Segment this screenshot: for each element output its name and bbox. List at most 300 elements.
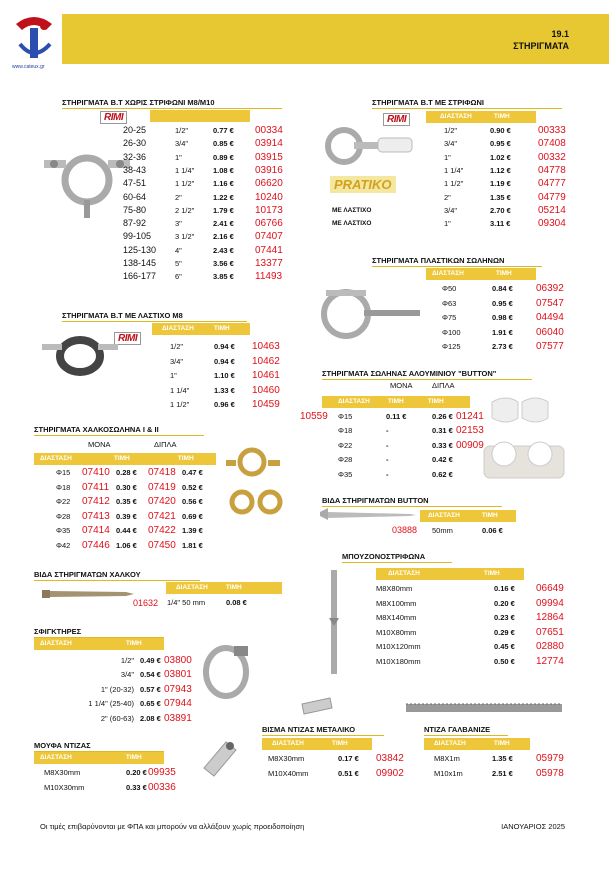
code-cell: 07943 — [164, 683, 192, 695]
range-cell: 60-64 — [123, 191, 147, 202]
table-row — [115, 177, 305, 190]
range-cell: 125-130 — [123, 244, 157, 255]
section-title-t6: ΣΤΗΡΙΓΜΑΤΑ ΧΑΛΚΟΣΩΛΗΝΑ Ι & ΙΙ — [34, 425, 204, 436]
t11-h2: ΤΙΜΗ — [125, 754, 142, 761]
t5-dipla: ΔΙΠΛΑ — [432, 381, 455, 390]
dim-cell: 1 1/2" — [170, 400, 190, 410]
price-cell: 0.17 € — [338, 754, 359, 763]
t7-h1: ΔΙΑΣΤΑΣΗ — [428, 512, 460, 519]
t10-header — [34, 638, 164, 650]
code-cell: 13377 — [255, 258, 283, 269]
rubber-clamp-image — [40, 330, 120, 380]
dim-cell: 1 1/4" — [175, 165, 195, 175]
range-cell: 38-43 — [123, 164, 147, 175]
table-row — [330, 177, 570, 190]
table-row — [34, 510, 234, 525]
code-cell: 10461 — [252, 370, 280, 382]
section-title-t1: ΣΤΗΡΙΓΜΑΤΑ Β.Τ ΧΩΡΙΣ ΣΤΡΙΦΩΝΙ Μ8/Μ10 — [62, 98, 282, 109]
dim-cell: 3/4" — [120, 670, 134, 680]
t6-h3: ΤΙΜΗ — [177, 455, 194, 462]
t4-h1: ΔΙΑΣΤΑΣΗ — [162, 325, 194, 332]
code-cell: 05979 — [536, 753, 564, 764]
table-row — [300, 439, 500, 453]
section-title-t11: ΜΟΥΦΑ ΝΤΙΖΑΣ — [34, 741, 164, 752]
price-cell: 2.08 € — [140, 713, 161, 723]
table-row — [34, 697, 234, 711]
price-mono-cell: - — [386, 440, 389, 450]
range-cell: 26-30 — [123, 138, 147, 149]
code-cell: 07547 — [536, 297, 564, 309]
price-cell: 1.16 € — [213, 179, 234, 189]
dim-cell: M8X80mm — [376, 584, 413, 593]
dim-cell: Φ18 — [338, 426, 353, 436]
code-cell: 03801 — [164, 669, 192, 681]
dim-cell: 1/2" — [444, 126, 458, 135]
code-cell: 03800 — [164, 655, 192, 666]
brand-logo-3: RIMI — [114, 332, 141, 345]
label-cell: ΜΕ ΛΑΣΤΙΧΟ — [332, 206, 372, 214]
code-dipla-cell: 07421 — [148, 510, 176, 522]
table-row — [268, 752, 418, 767]
dim-cell: 2" (60-63) — [100, 713, 134, 723]
code-cell: 09994 — [536, 597, 564, 609]
table-row — [346, 597, 586, 612]
table-row — [115, 244, 305, 257]
price-cell: 0.95 € — [490, 139, 511, 149]
table-row — [152, 369, 302, 384]
section-title-t8: ΒΙΔΑ ΣΤΗΡΙΓΜΑΤΩΝ ΧΑΛΚΟΥ — [34, 570, 200, 581]
t13-h1: ΔΙΑΣΤΑΣΗ — [434, 740, 466, 747]
threaded-rod-image — [404, 702, 564, 714]
range-cell: 20-25 — [123, 125, 147, 135]
code-cell: 07408 — [538, 138, 566, 150]
dim-cell: Φ42 — [56, 541, 71, 550]
price-mono-cell: 0.35 € — [116, 497, 137, 507]
table-row — [34, 668, 234, 682]
company-logo — [10, 14, 58, 64]
table-row — [300, 424, 500, 438]
price-mono-cell: 0.44 € — [116, 526, 137, 536]
t5-header — [322, 396, 470, 408]
price-mono-cell: 0.39 € — [116, 511, 137, 521]
table-row — [420, 326, 580, 341]
t6-header — [34, 453, 216, 465]
price-mono-cell: 0.28 € — [116, 468, 137, 477]
code-cell: 10460 — [252, 384, 280, 396]
code-cell: 03842 — [376, 753, 404, 764]
dim-cell: Φ75 — [442, 313, 457, 323]
anchor-image — [300, 694, 334, 724]
code-cell: 03891 — [164, 712, 192, 724]
dim-cell: Φ50 — [442, 284, 457, 293]
t8-h1: ΔΙΑΣΤΑΣΗ — [176, 584, 208, 591]
price-cell: 2.43 € — [213, 245, 234, 255]
dim-cell: 1" — [444, 152, 451, 162]
code-mono-cell: 07412 — [82, 496, 110, 508]
t8-price: 0.08 € — [226, 598, 247, 607]
code-cell: 07577 — [536, 341, 564, 353]
range-cell: 99-105 — [123, 231, 152, 242]
table-row — [346, 582, 586, 597]
code-cell: 09304 — [538, 218, 566, 230]
t10-h1: ΔΙΑΣΤΑΣΗ — [40, 640, 72, 647]
price-cell: 0.51 € — [338, 768, 359, 778]
price-cell: 0.94 € — [214, 342, 235, 351]
price-cell: 0.65 € — [140, 699, 161, 709]
table-row — [300, 468, 500, 482]
t7-dim: 50mm — [432, 526, 453, 535]
price-cell: 0.54 € — [140, 670, 161, 680]
code-cell: 10173 — [255, 204, 283, 216]
price-cell: 1.12 € — [490, 165, 511, 175]
code-cell: 03916 — [255, 164, 283, 176]
code-cell: 04778 — [538, 164, 566, 176]
price-cell: 0.90 € — [490, 126, 511, 135]
code-cell: 10559 — [300, 411, 328, 422]
plastic-pipe-clamp-image — [316, 286, 426, 346]
dim-cell: 4" — [175, 245, 182, 255]
dim-cell: Φ35 — [338, 469, 353, 479]
price-cell: 0.23 € — [494, 613, 515, 622]
code-cell: 07944 — [164, 698, 192, 710]
section-title-t12: ΒΙΣΜΑ ΝΤΙΖΑΣ ΜΕΤΑΛΙΚΟ — [262, 725, 384, 736]
dim-cell: 3/4" — [175, 139, 189, 149]
code-dipla-cell: 07422 — [148, 525, 176, 537]
t4-h2: ΤΙΜΗ — [213, 325, 230, 332]
price-dipla-cell: 0.31 € — [432, 426, 453, 436]
dim-cell: 1" (20-32) — [100, 684, 134, 694]
code-cell-2: 00909 — [456, 439, 484, 451]
table-row — [300, 410, 500, 424]
t12-h1: ΔΙΑΣΤΑΣΗ — [272, 740, 304, 747]
code-cell-2: 02153 — [456, 425, 484, 437]
code-cell: 06040 — [536, 326, 564, 338]
dim-cell: 1 1/4" — [444, 165, 464, 175]
code-cell: 07441 — [255, 244, 283, 256]
t7-h2: ΤΙΜΗ — [481, 512, 498, 519]
range-cell: 32-36 — [123, 151, 147, 162]
dim-cell: 1/2" — [170, 342, 184, 351]
code-cell: 10240 — [255, 191, 283, 203]
table-row — [330, 124, 570, 137]
price-cell: 0.95 € — [492, 298, 513, 308]
t1-header — [150, 110, 250, 122]
code-cell: 10462 — [252, 355, 280, 367]
code-cell: 00334 — [255, 125, 283, 136]
t2-h2: ΤΙΜΗ — [493, 113, 510, 120]
code-cell: 05978 — [536, 767, 564, 779]
t8-code: 01632 — [133, 598, 159, 608]
dim-cell: 6" — [175, 272, 182, 282]
t9-h2: ΤΙΜΗ — [483, 570, 500, 577]
table-row — [34, 683, 234, 697]
table-row — [115, 270, 305, 283]
code-cell: 04777 — [538, 178, 566, 190]
range-cell: 47-51 — [123, 178, 147, 189]
price-cell: 1.91 € — [492, 327, 513, 337]
price-cell: 1.35 € — [492, 754, 513, 763]
dim-cell: M8X30mm — [44, 768, 81, 777]
price-dipla-cell: 0.47 € — [182, 468, 203, 477]
dim-cell: 1 1/4" (25-40) — [88, 699, 134, 709]
t11-header — [34, 752, 164, 764]
dim-cell: M10X80mm — [376, 627, 417, 637]
price-cell: 0.77 € — [213, 126, 234, 135]
dim-cell: M8X30mm — [268, 754, 305, 763]
price-mono-cell: - — [386, 426, 389, 436]
code-mono-cell: 07413 — [82, 510, 110, 522]
t2-header — [426, 111, 536, 123]
price-cell: 1.19 € — [490, 179, 511, 189]
section-title-t3: ΣΤΗΡΙΓΜΑΤΑ ΠΛΑΣΤΙΚΩΝ ΣΩΛΗΝΩΝ — [372, 256, 542, 267]
price-cell: 3.56 € — [213, 259, 234, 268]
price-cell: 0.98 € — [492, 313, 513, 323]
section-title-t5: ΣΤΗΡΙΓΜΑΤΑ ΣΩΛΗΝΑΣ ΑΛΟΥΜΙΝΙΟΥ "BUTTON" — [322, 369, 532, 380]
table-row — [330, 164, 570, 177]
code-cell: 00333 — [538, 125, 566, 136]
table-row — [115, 137, 305, 150]
section-title: ΣΤΗΡΙΓΜΑΤΑ — [513, 41, 569, 51]
label-cell: ΜΕ ΛΑΣΤΙΧΟ — [332, 220, 372, 228]
price-cell: 0.96 € — [214, 400, 235, 410]
table-row — [152, 340, 302, 355]
table-row — [330, 191, 570, 204]
price-cell: 1.02 € — [490, 152, 511, 162]
code-cell: 06620 — [255, 178, 283, 190]
price-cell: 0.50 € — [494, 656, 515, 666]
price-cell: 0.20 € — [494, 598, 515, 608]
code-cell: 05214 — [538, 204, 566, 216]
t8-dim: 1/4" 50 mm — [167, 598, 206, 607]
table-row — [115, 164, 305, 177]
dim-cell: 2" — [444, 192, 451, 202]
page-heading — [513, 28, 569, 52]
dim-cell: Φ63 — [442, 298, 457, 308]
code-cell: 00332 — [538, 151, 566, 163]
code-dipla-cell: 07420 — [148, 496, 176, 508]
code-cell: 07407 — [255, 231, 283, 243]
price-cell: 1.79 € — [213, 205, 234, 215]
footer-date: ΙΑΝΟΥΑΡΙΟΣ 2025 — [501, 822, 565, 831]
dim-cell: 1 1/2" — [444, 179, 464, 189]
table-row — [346, 626, 586, 641]
dim-cell: Φ22 — [338, 440, 353, 450]
logo-url[interactable]: www.cateux.gr — [12, 64, 45, 70]
table-row — [115, 151, 305, 164]
dim-cell: 1" — [444, 219, 451, 229]
table-row — [152, 384, 302, 399]
price-mono-cell: 0.11 € — [386, 412, 407, 421]
code-cell: 00336 — [148, 781, 176, 793]
brand-logo-2: RIMI — [383, 113, 410, 126]
t5-h3: ΤΙΜΗ — [427, 398, 444, 405]
dim-cell: 3/4" — [444, 205, 458, 215]
table-row — [420, 311, 580, 326]
table-row — [34, 781, 234, 796]
price-cell: 0.84 € — [492, 284, 513, 293]
table-row — [34, 654, 234, 668]
dim-cell: Φ15 — [338, 412, 353, 421]
t9-h1: ΔΙΑΣΤΑΣΗ — [388, 570, 420, 577]
price-cell: 0.57 € — [140, 684, 161, 694]
dim-cell: 1 1/4" — [170, 385, 190, 395]
price-cell: 2.73 € — [492, 342, 513, 352]
t7-price: 0.06 € — [482, 526, 503, 535]
table-row — [420, 282, 580, 297]
dim-cell: Φ15 — [56, 468, 71, 477]
hanger-bolt-image — [324, 568, 344, 678]
dim-cell: M10x1m — [434, 768, 463, 778]
table-row — [434, 752, 584, 767]
range-cell: 87-92 — [123, 218, 147, 229]
table-row — [152, 355, 302, 370]
price-cell: 2.16 € — [213, 232, 234, 242]
code-cell: 10459 — [252, 399, 280, 411]
code-cell: 03914 — [255, 138, 283, 150]
t11-h1: ΔΙΑΣΤΑΣΗ — [40, 754, 72, 761]
code-cell: 02880 — [536, 641, 564, 652]
t5-h2: ΤΙΜΗ — [387, 398, 404, 405]
table-row — [346, 640, 586, 655]
code-cell-2: 01241 — [456, 411, 484, 422]
table-row — [152, 398, 302, 413]
table-row — [34, 524, 234, 539]
table-row — [420, 340, 580, 355]
dim-cell: Φ35 — [56, 526, 71, 536]
price-cell: 1.35 € — [490, 192, 511, 202]
code-mono-cell: 07411 — [82, 481, 110, 493]
price-cell: 0.94 € — [214, 356, 235, 366]
table-row — [34, 481, 234, 496]
table-row — [115, 124, 305, 137]
table-row — [268, 767, 418, 782]
dim-cell: 3/4" — [170, 356, 184, 366]
price-cell: 3.11 € — [490, 219, 511, 229]
dim-cell: 1 1/2" — [175, 179, 195, 189]
dim-cell: 1" — [175, 152, 182, 162]
price-dipla-cell: 0.69 € — [182, 511, 203, 521]
price-mono-cell: 1.06 € — [116, 541, 137, 550]
code-cell: 10463 — [252, 341, 280, 352]
table-row — [330, 217, 570, 230]
dim-cell: 1/2" — [175, 126, 189, 135]
dim-cell: 2" — [175, 192, 182, 202]
table-row — [34, 766, 234, 781]
table-row — [115, 217, 305, 230]
dim-cell: Φ100 — [442, 327, 461, 337]
price-cell: 0.16 € — [494, 584, 515, 593]
table-row — [115, 191, 305, 204]
dim-cell: M10X180mm — [376, 656, 421, 666]
section-title-t10: ΣΦΙΓΚΤΗΡΕΣ — [34, 627, 164, 638]
section-title-t13: ΝΤΙΖΑ ΓΑΛΒΑΝΙΖΕ — [424, 725, 508, 736]
dim-cell: Φ18 — [56, 482, 71, 492]
range-cell: 166-177 — [123, 271, 157, 282]
code-cell: 12774 — [536, 655, 564, 667]
dim-cell: Φ22 — [56, 497, 71, 507]
t3-h1: ΔΙΑΣΤΑΣΗ — [432, 270, 464, 277]
copper-screw-image — [40, 584, 136, 604]
table-row — [346, 655, 586, 670]
table-row — [34, 712, 234, 726]
code-cell: 04779 — [538, 191, 566, 203]
brand-logo: RIMI — [100, 111, 127, 124]
t9-header — [376, 568, 524, 580]
t8-h2: ΤΙΜΗ — [225, 584, 242, 591]
price-mono-cell: - — [386, 469, 389, 479]
range-cell: 138-145 — [123, 258, 157, 268]
t3-h2: ΤΙΜΗ — [495, 270, 512, 277]
range-cell: 75-80 — [123, 204, 147, 215]
table-row — [115, 230, 305, 243]
code-cell: 09935 — [148, 767, 176, 778]
dim-cell: 5" — [175, 259, 182, 268]
section-title-t7: ΒΙΔΑ ΣΤΗΡΙΓΜΑΤΩΝ BUTTON — [322, 496, 502, 507]
table-row — [115, 257, 305, 270]
code-cell: 06392 — [536, 283, 564, 294]
price-dipla-cell: 0.42 € — [432, 455, 453, 465]
price-cell: 1.10 € — [214, 371, 235, 381]
code-dipla-cell: 07418 — [148, 467, 176, 478]
price-dipla-cell: 0.52 € — [182, 482, 203, 492]
price-cell: 0.89 € — [213, 152, 234, 162]
table-row — [300, 453, 500, 467]
code-cell: 04494 — [536, 312, 564, 324]
price-cell: 2.70 € — [490, 205, 511, 215]
price-cell: 2.41 € — [213, 219, 234, 229]
dim-cell: Φ125 — [442, 342, 461, 352]
price-dipla-cell: 0.56 € — [182, 497, 203, 507]
dim-cell: 3 1/2" — [175, 232, 195, 242]
t7-header — [420, 510, 516, 522]
dim-cell: M10X40mm — [268, 768, 309, 778]
dim-cell: 3/4" — [444, 139, 458, 149]
price-cell: 0.49 € — [140, 656, 161, 665]
pratiko-logo: PRATIKO — [330, 176, 396, 193]
dim-cell: Φ28 — [338, 455, 353, 465]
t13-header — [424, 738, 530, 750]
dim-cell: M10X120mm — [376, 642, 421, 651]
t3-header — [426, 268, 536, 280]
price-cell: 1.22 € — [213, 192, 234, 202]
table-row — [34, 495, 234, 510]
t6-dipla: ΔΙΠΛΑ — [154, 440, 177, 449]
table-row — [330, 137, 570, 150]
table-row — [330, 204, 570, 217]
code-cell: 06766 — [255, 218, 283, 230]
t13-h2: ΤΙΜΗ — [493, 740, 510, 747]
price-cell: 2.51 € — [492, 768, 513, 778]
t6-h2: ΤΙΜΗ — [113, 455, 130, 462]
footer-note: Οι τιμές επιβαρύνονται με ΦΠΑ και μπορούν να αλλάξουν χωρίς προειδοποίηση — [40, 822, 305, 831]
t12-header — [262, 738, 372, 750]
code-cell: 03915 — [255, 151, 283, 163]
code-cell: 06649 — [536, 583, 564, 594]
price-cell: 0.85 € — [213, 139, 234, 149]
dim-cell: M8X100mm — [376, 598, 417, 608]
code-dipla-cell: 07450 — [148, 540, 176, 551]
table-row — [34, 539, 234, 554]
price-dipla-cell: 1.39 € — [182, 526, 203, 536]
code-cell: 11493 — [255, 271, 283, 283]
price-dipla-cell: 1.81 € — [182, 541, 203, 550]
t4-header — [152, 323, 250, 335]
table-row — [34, 466, 234, 481]
section-number: 19.1 — [551, 29, 569, 39]
t12-h2: ΤΙΜΗ — [331, 740, 348, 747]
t7-code: 03888 — [392, 525, 418, 535]
table-row — [330, 151, 570, 164]
